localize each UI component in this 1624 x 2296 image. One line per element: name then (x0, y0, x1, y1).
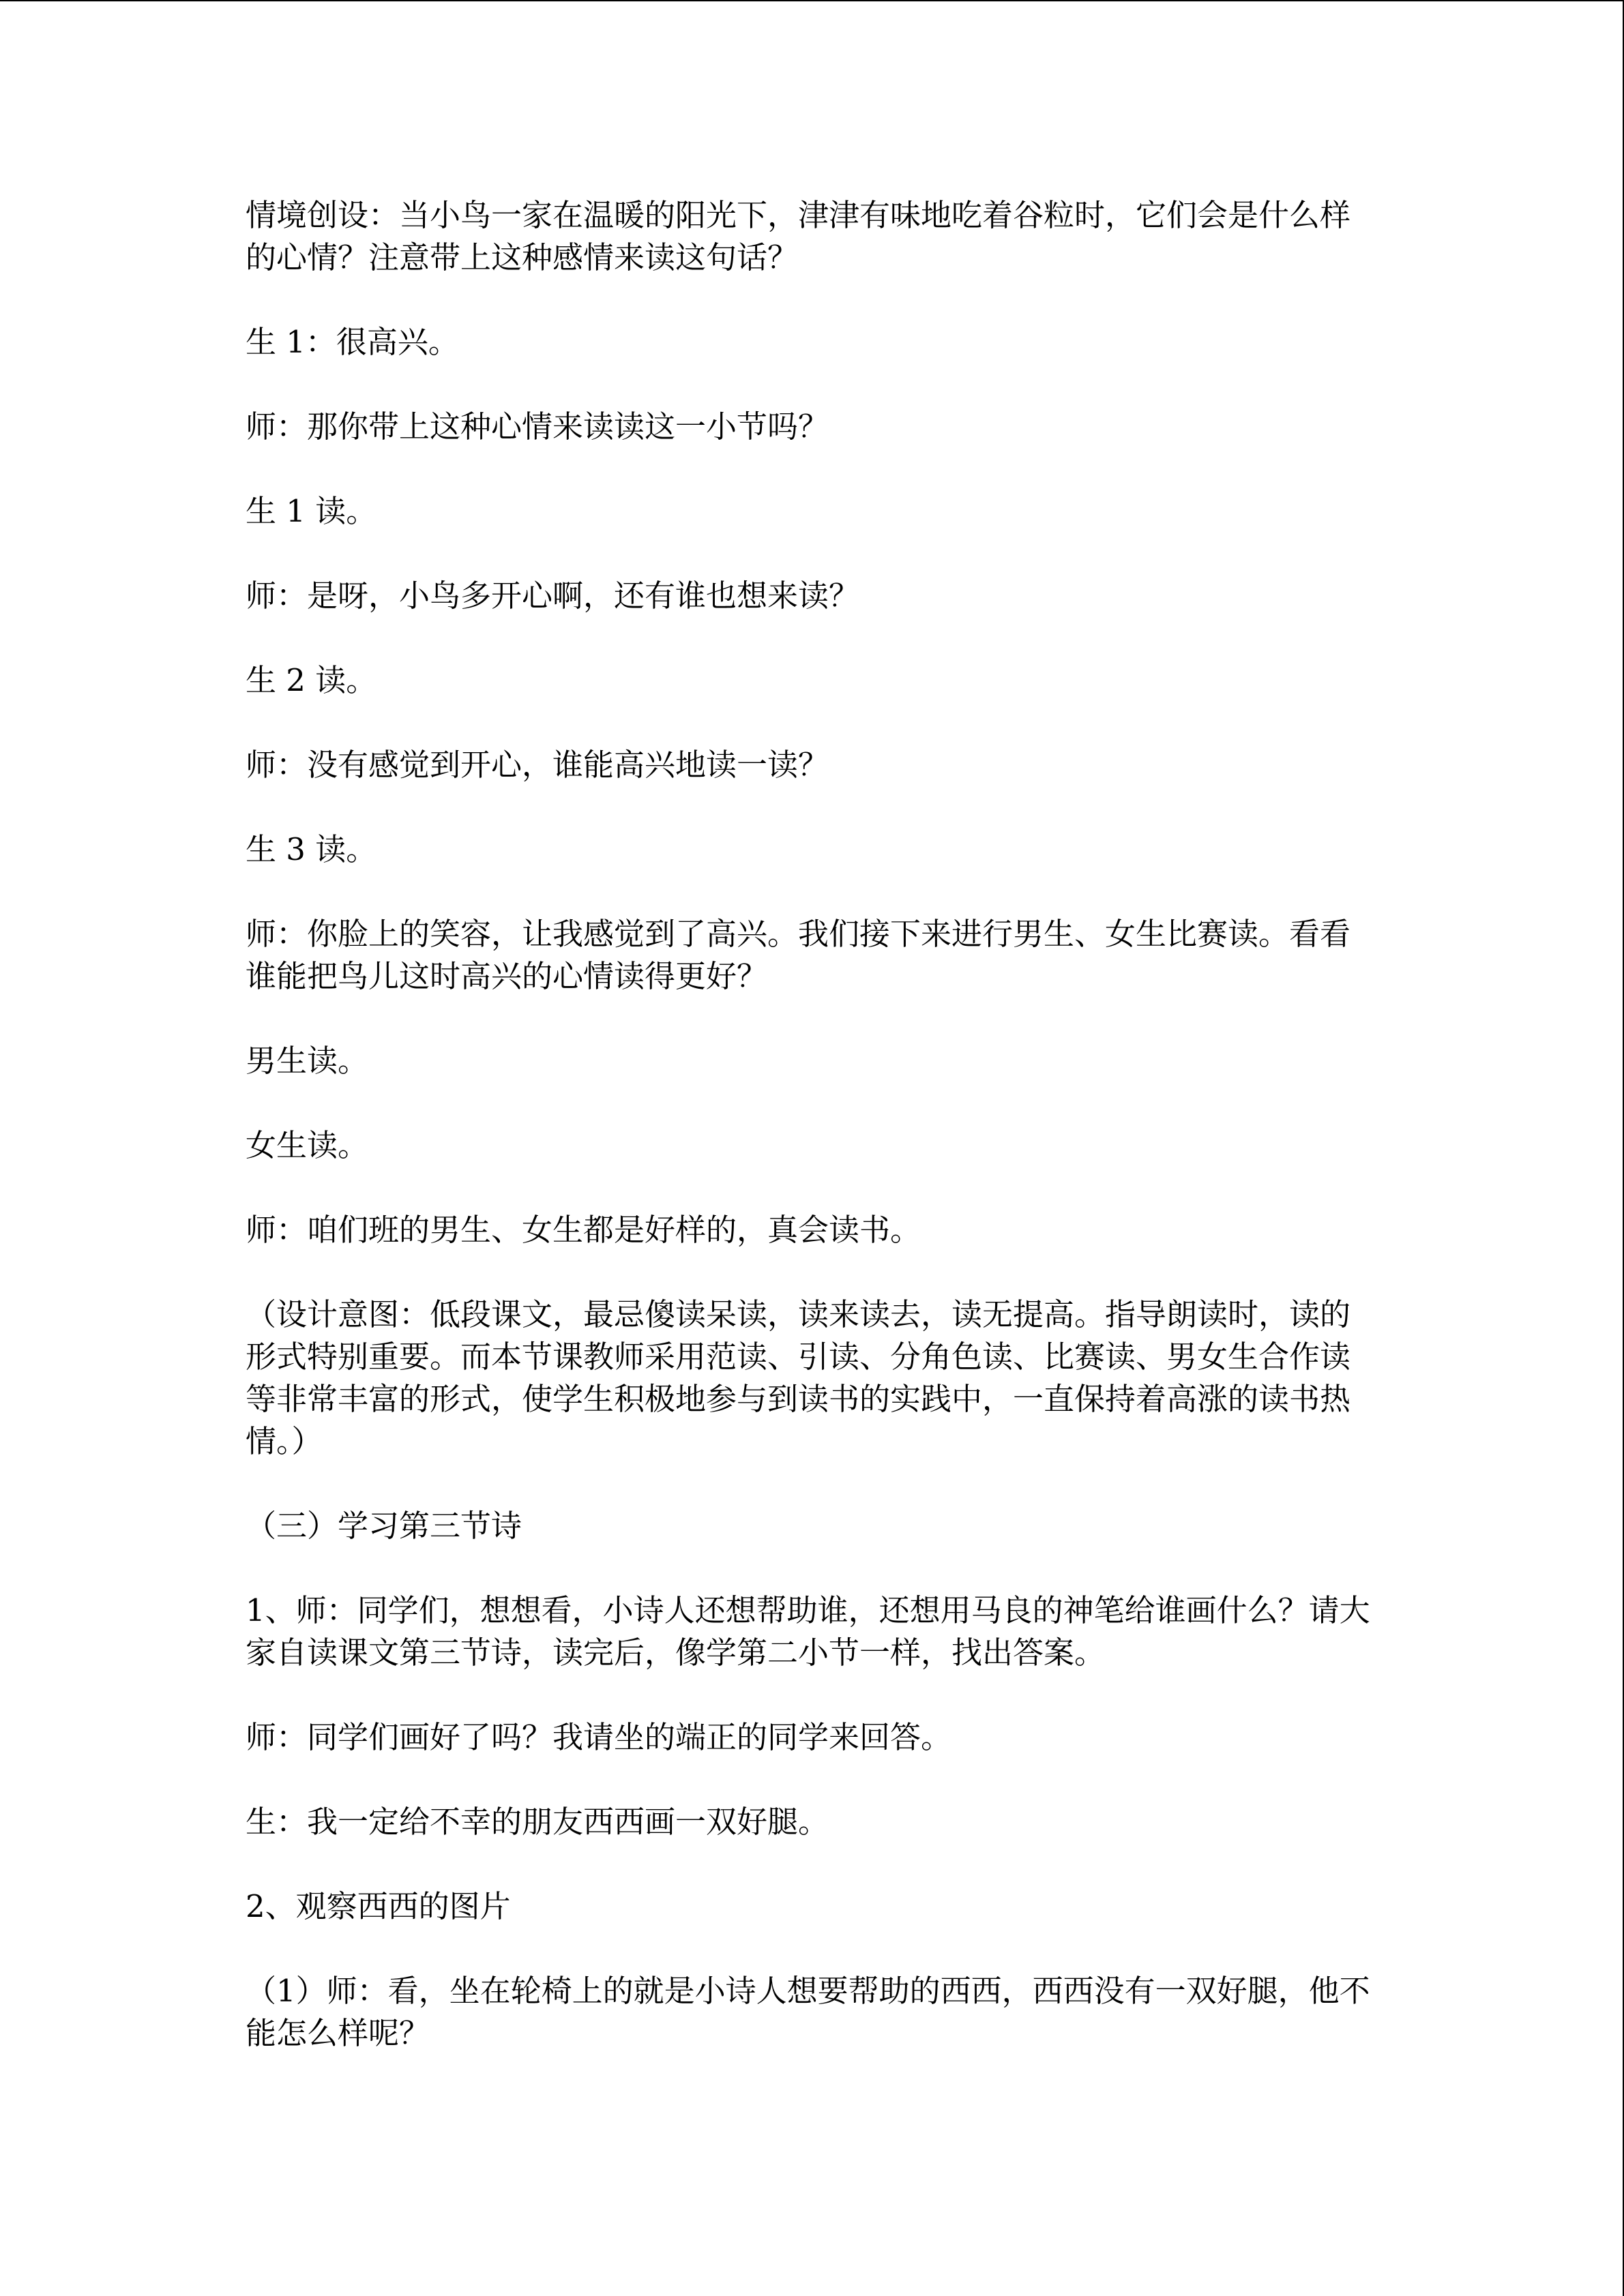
paragraph-teacher-prompt-2: 师：是呀，小鸟多开心啊，还有谁也想来读？ (246, 578, 860, 614)
paragraph-situation: 情境创设：当小鸟一家在温暖的阳光下，津津有味地吃着谷粒时，它们会是什么样的心情？注意带上这种感情来读这句话？ (246, 197, 1351, 275)
document-body (246, 194, 1371, 2055)
paragraph-student1-reads: 生 1 读。 (246, 493, 377, 529)
paragraph-student3-reads: 生 3 读。 (246, 831, 377, 867)
paragraph-student1-answer: 生 1：很高兴。 (246, 324, 459, 360)
paragraph-boys-read: 男生读。 (246, 1043, 369, 1079)
paragraph-teacher-competition: 师：你脸上的笑容，让我感觉到了高兴。我们接下来进行男生、女生比赛读。看看谁能把鸟儿这时高兴的心情读得更好？ (246, 916, 1351, 994)
paragraph-step2-1: （1）师：看，坐在轮椅上的就是小诗人想要帮助的西西，西西没有一双好腿，他不能怎么样呢？ (246, 1973, 1370, 2051)
paragraph-teacher-question: 师：同学们画好了吗？我请坐的端正的同学来回答。 (246, 1719, 952, 1755)
paragraph-girls-read: 女生读。 (246, 1127, 369, 1163)
paragraph-teacher-prompt-3: 师：没有感觉到开心，谁能高兴地读一读？ (246, 747, 829, 783)
paragraph-student2-reads: 生 2 读。 (246, 662, 377, 698)
paragraph-teacher-praise: 师：咱们班的男生、女生都是好样的，真会读书。 (246, 1212, 921, 1248)
paragraph-design-intent: （设计意图：低段课文，最忌傻读呆读，读来读去，读无提高。指导朗读时，读的形式特别重要。而本节课教师采用范读、引读、分角色读、比赛读、男女生合作读等非常丰富的形式，使学生积极地参与到读书的实践中，一直保持着高涨的读书热情。） (246, 1296, 1351, 1459)
paragraph-step2: 2、观察西西的图片 (246, 1888, 511, 1924)
paragraph-teacher-prompt-1: 师：那你带上这种心情来读读这一小节吗？ (246, 408, 829, 445)
paragraph-student-answer: 生：我一定给不幸的朋友西西画一双好腿。 (246, 1804, 829, 1840)
section-heading-three: （三）学习第三节诗 (246, 1508, 522, 1544)
paragraph-step1: 1、师：同学们，想想看，小诗人还想帮助谁，还想用马良的神笔给谁画什么？请大家自读课文第三节诗，读完后，像学第二小节一样，找出答案。 (246, 1592, 1370, 1671)
